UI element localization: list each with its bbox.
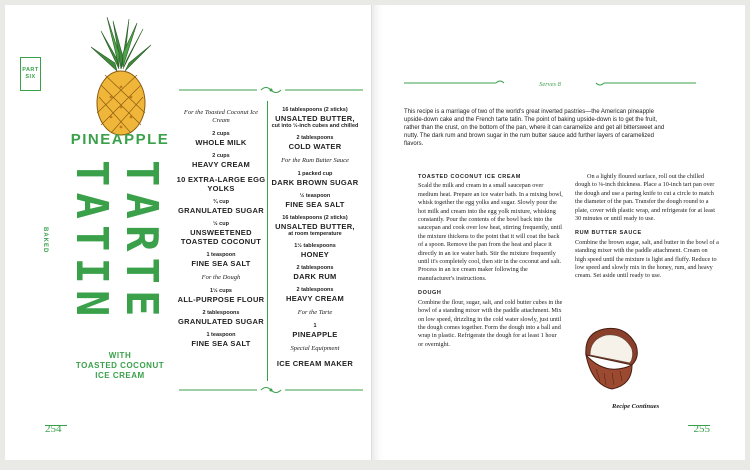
ingredient-name: FINE SEA SALT — [191, 259, 251, 268]
ingredient-item — [263, 193, 367, 209]
ingredient-item — [175, 199, 267, 215]
ingredient-name: COLD WATER — [288, 142, 342, 151]
ingredient-quantity: 16 tablespoons (2 sticks) — [282, 107, 348, 113]
ingredient-section-heading: For the Rum Butter Sauce — [281, 157, 349, 164]
ingredient-name: DARK RUM — [293, 272, 337, 281]
ingredient-item — [263, 215, 367, 237]
method-column-1 — [418, 173, 563, 355]
ingredient-name: UNSALTED BUTTER, — [275, 222, 355, 231]
left-page — [5, 5, 372, 460]
ingredient-note: cut into ½-inch cubes and chilled — [271, 123, 359, 129]
ingredient-quantity: 2 tablespoons — [202, 310, 240, 316]
ingredient-item — [175, 288, 267, 304]
ingredient-item — [175, 221, 267, 246]
ingredient-name: GRANULATED SUGAR — [178, 206, 264, 215]
ingredient-item — [263, 243, 367, 259]
ingredient-section-heading: Special Equipment — [290, 345, 340, 352]
ingredient-name: HEAVY CREAM — [285, 294, 345, 303]
subtitle-line-3: ICE CREAM — [95, 371, 145, 380]
ingredient-name: UNSALTED BUTTER, — [275, 114, 355, 123]
step-body: Scald the milk and cream in a small saucepan over medium heat. Prepare an ice water bath. In a mixing bowl, whisk together the egg yolks and sugar. Slowly pour the hot milk and cream into the egg yolk mixture, whisking constantly. Pour the contents of the bowl back into the saucepan and cook over low heat, stirring frequently, until the mixture thickens to the point that it will coat the back of a spoon. Remove the pan from the heat and place it directly in an ice water bath. Stir the mixture frequently until it's completely cool, then stir in the coconut and salt. Process in an ice cream maker following the manufacturer's instructions. — [418, 182, 563, 282]
ingredient-name: FINE SEA SALT — [285, 200, 345, 209]
ingredient-item — [263, 107, 367, 129]
ingredient-quantity: 1 teaspoon — [206, 252, 236, 258]
right-page — [372, 5, 745, 460]
ingredients-column-2 — [263, 107, 367, 374]
pineapple-illustration-icon — [83, 17, 159, 137]
ingredient-item — [175, 175, 267, 193]
serves-label: Serves 8 — [539, 81, 561, 88]
ingredient-quantity: 2 tablespoons — [296, 265, 334, 271]
ingredient-name: UNSWEETENED TOASTED COCONUT — [180, 228, 262, 246]
ingredient-item — [175, 153, 267, 169]
ingredient-name: HONEY — [300, 250, 330, 259]
ingredient-name: ICE CREAM MAKER — [276, 359, 354, 368]
subtitle-line-2: TOASTED COCONUT — [75, 361, 165, 370]
ingredient-quantity: 16 tablespoons (2 sticks) — [282, 215, 348, 221]
ingredient-name: PINEAPPLE — [292, 330, 338, 339]
recipe-continues-label: Recipe Continues — [612, 403, 660, 410]
ingredient-name: ALL-PURPOSE FLOUR — [177, 295, 265, 304]
ingredient-item — [175, 310, 267, 326]
ingredient-item — [263, 323, 367, 339]
ingredient-name: 10 EXTRA-LARGE EGG YOLKS — [176, 175, 266, 193]
method-column-2 — [575, 173, 720, 287]
ingredient-name: DARK BROWN SUGAR — [271, 178, 359, 187]
ingredient-quantity: ½ cup — [213, 221, 229, 227]
ingredient-quantity: 1½ tablespoons — [294, 243, 336, 249]
ingredient-quantity: 2 tablespoons — [296, 287, 334, 293]
ingredient-quantity: ¾ cup — [213, 199, 229, 205]
ingredient-section-heading: For the Tarte — [297, 309, 333, 316]
ingredient-quantity: 2 tablespoons — [296, 135, 334, 141]
ingredient-note: at room temperature — [288, 231, 342, 237]
ingredient-item — [263, 265, 367, 281]
ingredient-item — [175, 332, 267, 348]
ingredient-quantity: 2 cups — [212, 153, 230, 159]
ingredient-quantity: ½ teaspoon — [299, 193, 331, 199]
page-number-left: 254 — [45, 423, 62, 435]
step-body: Combine the flour, sugar, salt, and cold butter cubes in the bowl of a standing mixer with the paddle attachment. Mix on low speed, drizzling in the cold water slowly, just until the dough comes together. Form the dough into a ball and wrap in plastic. Refrigerate the dough for at least 1 hour or overnight. — [418, 298, 563, 348]
step-body: Combine the brown sugar, salt, and butter in the bowl of a standing mixer with the paddle attachment. Cream on high speed until the mixture is light and fluffy. Reduce to low speed and slowly mix in the honey, rum, and heavy cream. Set aside until ready to use. — [575, 238, 719, 280]
title-word-tatin: TATIN — [66, 160, 117, 323]
step-title: RUM BUTTER SAUCE — [575, 230, 642, 237]
part-tab — [20, 57, 41, 91]
title-word-tarte: TARTE — [116, 160, 167, 323]
ingredient-name: HEAVY CREAM — [191, 160, 251, 169]
subtitle-line-1: WITH — [108, 351, 132, 360]
section-label-baked: BAKED — [42, 227, 48, 254]
ingredient-name: GRANULATED SUGAR — [178, 317, 264, 326]
ingredient-name: FINE SEA SALT — [191, 339, 251, 348]
step-body: On a lightly floured surface, roll out the chilled dough to ⅛-inch thickness. Place a 10-inch tart pan over the dough and use a paring knife to cut a circle to match the diameter of the pan. Transfer the dough round to a plate, cover with plastic wrap, and refrigerate for at least 30 minutes or until ready to use. — [575, 173, 716, 223]
ingredient-quantity: 1 — [313, 323, 317, 329]
recipe-subtitle — [65, 351, 175, 381]
coconut-illustration-icon — [582, 325, 642, 395]
part-label-2: SIX — [25, 74, 36, 80]
ingredient-item — [175, 131, 267, 147]
ingredient-item — [263, 287, 367, 303]
bottom-flourish-ornament-icon — [177, 385, 365, 395]
step-title: TOASTED COCONUT ICE CREAM — [418, 174, 521, 180]
step-title: DOUGH — [418, 290, 442, 297]
recipe-title — [67, 158, 177, 343]
pineapple-label: PINEAPPLE — [70, 131, 170, 148]
part-label-1: PART — [22, 67, 39, 73]
ingredient-section-heading: For the Dough — [201, 274, 241, 281]
ingredient-item — [263, 359, 367, 368]
ingredients-column-1 — [175, 107, 267, 354]
ingredient-item — [175, 252, 267, 268]
recipe-intro: This recipe is a marriage of two of the world's great inverted pastries—the American pineapple upside-down cake and the French tarte tatin. The point of baking upside-down is to get the fruit, rather than the crust, on the bottom of the pan, where it can caramelize and get all bittersweet and nutty. The dark rum and brown sugar in the rum butter sauce add further layers of caramelized flavors. — [404, 109, 665, 147]
ingredient-item — [263, 135, 367, 151]
ingredient-quantity: 1 packed cup — [297, 171, 333, 177]
ingredient-quantity: 1½ cups — [209, 288, 232, 294]
ingredient-item — [263, 171, 367, 187]
ingredient-quantity: 1 teaspoon — [206, 332, 236, 338]
ingredient-section-heading: For the Toasted Coconut Ice Cream — [183, 109, 259, 124]
ingredient-name: WHOLE MILK — [195, 138, 247, 147]
top-flourish-ornament-icon — [177, 85, 365, 95]
page-number-right: 255 — [693, 423, 710, 435]
ingredient-quantity: 2 cups — [212, 131, 230, 137]
